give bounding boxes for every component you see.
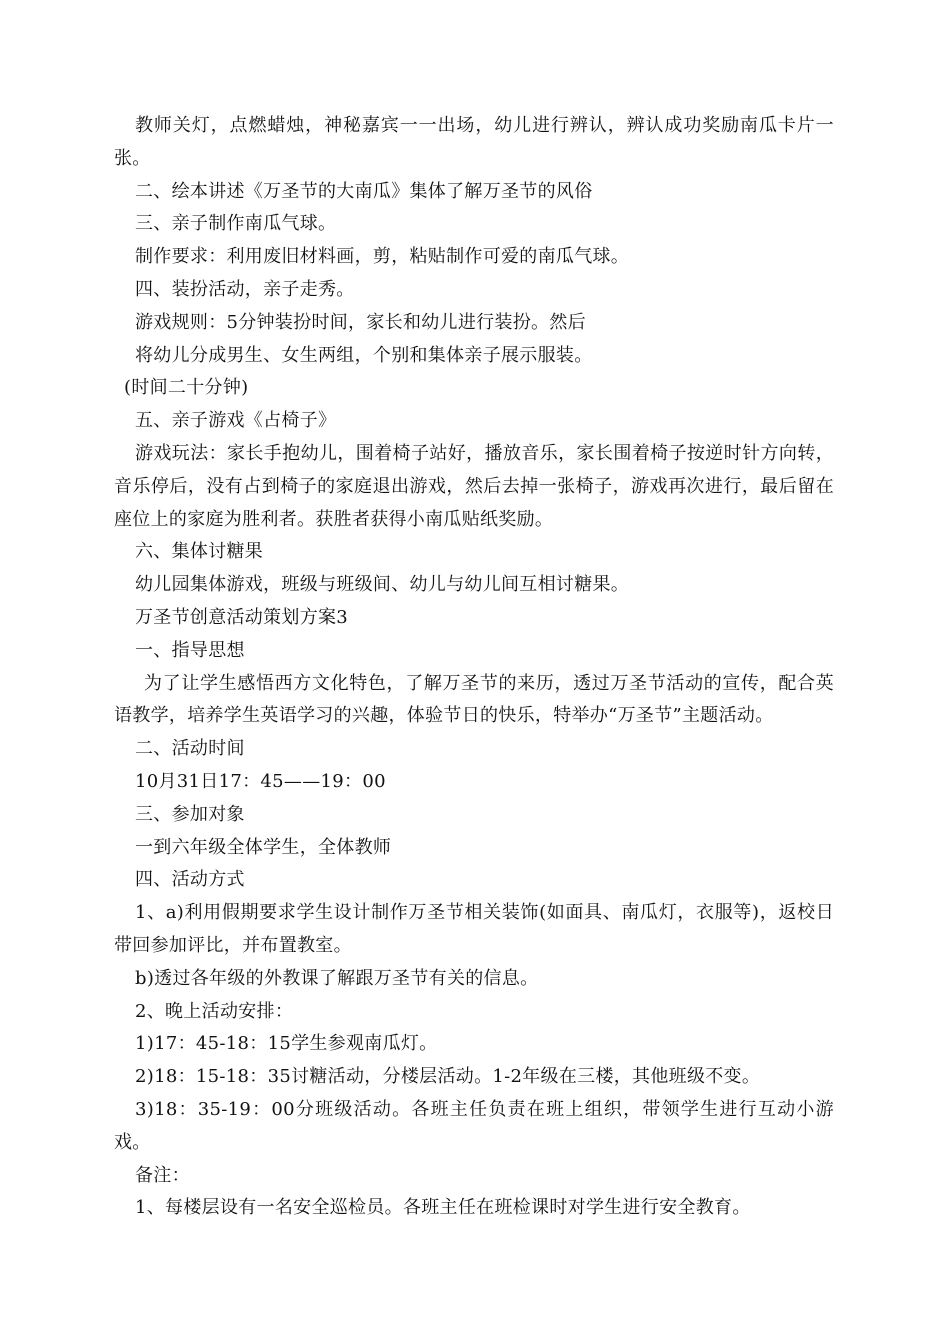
paragraph: 2)18：15-18：35讨糖活动，分楼层活动。1-2年级在三楼，其他班级不变。	[135, 1066, 761, 1088]
paragraph: 五、亲子游戏《占椅子》	[135, 410, 337, 432]
paragraph: 将幼儿分成男生、女生两组，个别和集体亲子展示服装。	[135, 344, 593, 366]
paragraph: 三、亲子制作南瓜气球。	[135, 213, 337, 235]
paragraph: 游戏玩法：家长手抱幼儿，围着椅子站好，播放音乐，家长围着椅子按逆时针方向转，音乐停后，没有占到椅子的家庭退出游戏，然后去掉一张椅子，游戏再次进行，最后留在座位上的家庭为胜利者。获胜者获得小南瓜贴纸奖励。	[114, 442, 834, 530]
paragraph: 备注：	[135, 1164, 190, 1186]
paragraph: 四、装扮活动，亲子走秀。	[135, 278, 355, 300]
heading: 一、指导思想	[135, 639, 245, 661]
paragraph: 1、每楼层设有一名安全巡检员。各班主任在班检课时对学生进行安全教育。	[135, 1197, 751, 1219]
heading: 三、参加对象	[135, 803, 245, 825]
paragraph: b)透过各年级的外教课了解跟万圣节有关的信息。	[135, 967, 539, 989]
paragraph: 3)18：35-19：00分班级活动。各班主任负责在班上组织，带领学生进行互动小游戏。	[114, 1098, 834, 1153]
heading: 四、活动方式	[135, 869, 245, 891]
section-title: 万圣节创意活动策划方案3	[135, 606, 349, 628]
paragraph: 1、a)利用假期要求学生设计制作万圣节相关装饰(如面具、南瓜灯，衣服等)，返校日带回参加评比，并布置教室。	[114, 902, 834, 956]
paragraph: 2、晚上活动安排：	[135, 1000, 294, 1022]
paragraph: 一到六年级全体学生，全体教师	[135, 836, 392, 858]
paragraph: 二、绘本讲述《万圣节的大南瓜》集体了解万圣节的风俗	[135, 180, 593, 202]
paragraph: 游戏规则：5分钟装扮时间，家长和幼儿进行装扮。然后	[135, 311, 586, 333]
paragraph: 10月31日17：45——19：00	[135, 770, 386, 792]
paragraph: 制作要求：利用废旧材料画，剪，粘贴制作可爱的南瓜气球。	[135, 246, 630, 268]
paragraph: 幼儿园集体游戏，班级与班级间、幼儿与幼儿间互相讨糖果。	[135, 574, 630, 596]
paragraph: (时间二十分钟)	[124, 377, 249, 399]
paragraph: 1)17：45-18：15学生参观南瓜灯。	[135, 1033, 438, 1055]
document-body	[114, 110, 834, 1225]
paragraph: 教师关灯，点燃蜡烛，神秘嘉宾一一出场，幼儿进行辨认，辨认成功奖励南瓜卡片一张。	[114, 115, 834, 169]
paragraph: 为了让学生感悟西方文化特色，了解万圣节的来历，透过万圣节活动的宣传，配合英语教学，培养学生英语学习的兴趣，体验节日的快乐，特举办“万圣节”主题活动。	[114, 672, 834, 727]
heading: 二、活动时间	[135, 738, 245, 760]
paragraph: 六、集体讨糖果	[135, 541, 264, 563]
